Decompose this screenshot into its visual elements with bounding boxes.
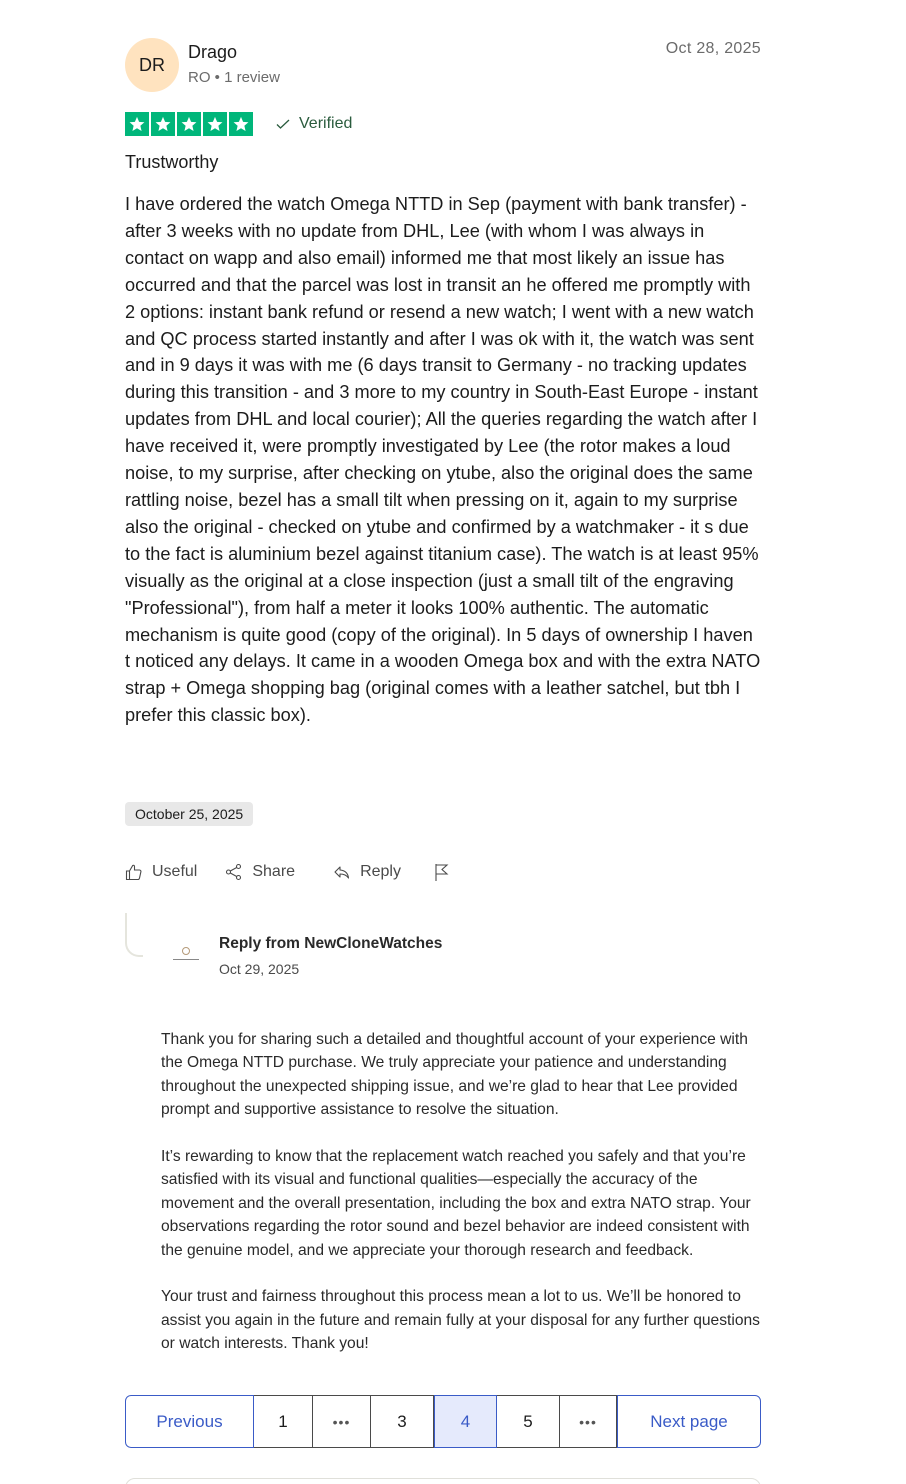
reply-from: Reply from NewCloneWatches bbox=[219, 935, 443, 952]
share-label: Share bbox=[252, 863, 296, 880]
flag-icon bbox=[433, 863, 451, 881]
company-logo bbox=[169, 947, 203, 969]
page-ellipsis[interactable]: ••• bbox=[313, 1395, 371, 1448]
star-icon bbox=[151, 112, 175, 136]
reply-text bbox=[161, 1028, 761, 1379]
reply-button[interactable] bbox=[333, 863, 401, 881]
share-button[interactable] bbox=[225, 863, 295, 881]
page-1-button[interactable]: 1 bbox=[254, 1395, 313, 1448]
verified-badge[interactable] bbox=[275, 115, 352, 133]
review-header bbox=[125, 38, 761, 94]
avatar-initials: DR bbox=[139, 54, 165, 75]
date-of-experience-badge: October 25, 2025 bbox=[125, 802, 253, 826]
report-button[interactable] bbox=[433, 863, 460, 881]
review-body: I have ordered the watch Omega NTTD in Sep (payment with bank transfer) - after 3 weeks with no update from DHL, Lee (with whom I was always in contact on wapp and also email) informed me that most likely an issue has occurred and that the parcel was lost in transit an he offered me promptly with 2 options: instant bank refund or resend a new watch; I went with a new watch and QC process started instantly and after I was ok with it, the watch was sent and in 9 days it was with me (6 days transit to Germany - no tracking updates during this transition - and 3 more to my country in South-East Europe - instant updates from DHL and local courier); All the queries regarding the watch after I have received it, were promptly investigated by Lee (the rotor makes a loud noise, to my surprise, after checking on ytube, also the original does the same rattling noise, bezel has a small tilt when pressing on it, again to my surprise also the original - checked on ytube and confirmed by a watchmaker - it s due to the fact is aluminium bezel against titanium case). The watch is at least 95% visually as the original at a close inspection (just a small tilt of the engraving "Professional"), from half a meter it looks 100% authentic. The automatic mechanism is quite good (copy of the original). In 5 days of ownership I haven t noticed any delays. It came in a wooden Omega box and with the extra NATO strap + Omega shopping bag (original comes with a leather satchel, but tbh I prefer this classic box). bbox=[125, 194, 761, 726]
star-icon bbox=[125, 112, 149, 136]
consumer-meta: RO • 1 review bbox=[188, 69, 280, 86]
verified-label: Verified bbox=[299, 115, 353, 132]
checkmark-icon bbox=[275, 116, 291, 132]
useful-label: Useful bbox=[152, 863, 198, 880]
consumer-name[interactable]: Drago bbox=[188, 42, 238, 62]
avatar[interactable] bbox=[125, 38, 179, 92]
star-icon bbox=[177, 112, 201, 136]
rating-row bbox=[125, 112, 352, 136]
useful-button[interactable] bbox=[125, 863, 197, 881]
page-5-button[interactable]: 5 bbox=[497, 1395, 560, 1448]
consumer-info bbox=[188, 40, 280, 88]
reply-connector bbox=[125, 913, 143, 957]
page-4-button-current[interactable]: 4 bbox=[434, 1395, 497, 1448]
reply-paragraph: It’s rewarding to know that the replacement watch reached you safely and that you’re satisfied with its visual and functional qualities—especially the accuracy of the movement and the overall presentation, including the box and extra NATO strap. Your observations regarding the rotor sound and bezel behavior are indeed consistent with the genuine model, and we appreciate your thorough research and feedback. bbox=[161, 1148, 751, 1259]
star-rating bbox=[125, 112, 253, 136]
reply-label: Reply bbox=[360, 863, 401, 880]
page-3-button[interactable]: 3 bbox=[371, 1395, 434, 1448]
review-date: Oct 28, 2025 bbox=[665, 40, 761, 57]
star-icon bbox=[203, 112, 227, 136]
review-actions bbox=[125, 863, 460, 881]
review-title: Trustworthy bbox=[125, 152, 219, 172]
pagination bbox=[125, 1395, 761, 1448]
thumbs-up-icon bbox=[125, 863, 143, 881]
reply-paragraph: Thank you for sharing such a detailed and thoughtful account of your experience with the Omega NTTD purchase. We truly appreciate your patience and understanding throughout the unexpected shipping issue, and we’re glad to hear that Lee provided prompt and supportive assistance to resolve the situation. bbox=[161, 1031, 748, 1119]
reply-icon bbox=[333, 863, 351, 881]
review-card bbox=[125, 38, 761, 1353]
previous-page-button[interactable]: Previous bbox=[125, 1395, 254, 1448]
star-icon bbox=[229, 112, 253, 136]
reply-paragraph: Your trust and fairness throughout this process mean a lot to us. We’ll be honored to assist you again in the future and remain fully at your disposal for any further questions or watch interests. Thank you! bbox=[161, 1288, 760, 1353]
page-ellipsis[interactable]: ••• bbox=[560, 1395, 617, 1448]
next-section-card bbox=[125, 1478, 761, 1484]
share-icon bbox=[225, 863, 243, 881]
reply-date: Oct 29, 2025 bbox=[219, 961, 300, 977]
next-page-button[interactable]: Next page bbox=[617, 1395, 761, 1448]
